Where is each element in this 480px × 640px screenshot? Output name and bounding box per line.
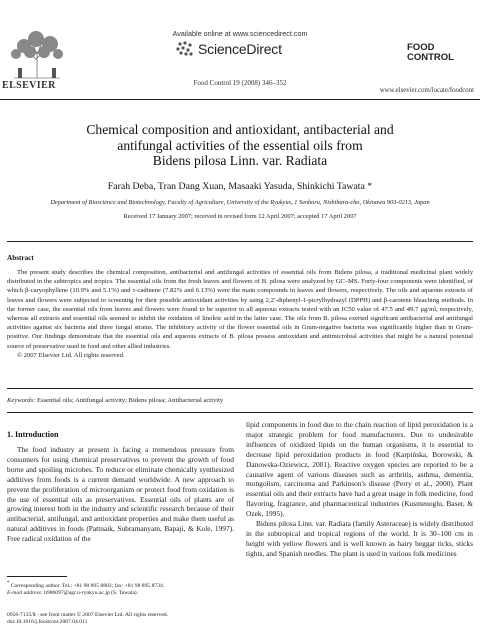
journal-url[interactable]: www.elsevier.com/locate/foodcont <box>379 87 474 94</box>
sciencedirect-logo <box>174 38 306 62</box>
keywords-line <box>7 397 473 404</box>
keywords-rule <box>7 412 473 413</box>
email-address[interactable]: b986097@agr.u-ryukyu.ac.jp (S. Tawata). <box>44 590 139 597</box>
header-rule <box>0 99 480 100</box>
title-line-2: antifungal activities of the essential oils from <box>117 137 363 153</box>
doi-line[interactable]: doi:10.1016/j.foodcont.2007.04.011 <box>7 619 88 626</box>
abstract-body <box>7 268 473 360</box>
received-dates: Received 17 January 2007; received in revised form 12 April 2007; accepted 17 April 2007 <box>123 213 357 220</box>
sciencedirect-brand: ScienceDirect <box>198 41 282 57</box>
journal-name-line2: CONTROL <box>407 52 454 63</box>
body-column-left <box>7 445 234 544</box>
journal-name-line1: FOOD <box>407 42 435 53</box>
intro-paragraph-2: lipid components in food due to the chain reaction of lipid peroxidation is a major strategic problem for food manufacturers. Due to undesirable influences of oxidized lipids on the human organisms, it is essential to decrease lipid peroxidation products in food (Karpińska, Borowski, & Danowska-Oziewicz, 2001). Reactive oxygen species are reported to be a causative agent of various diseases such as arthritis, asthma, dementia, mongolism, carcinoma and Parkinson's disease (Perry et al., 2000). Plant essential oils and their extracts have had a great usage in folk medicine, food flavoring, fragrance, and pharmaceutical industries (Kusmenoglu, Baser, & Ozek, 1995). <box>246 420 473 519</box>
footnote-rule <box>7 576 67 577</box>
keywords-values: Essential oils; Antifungal activity; Bidens pilosa; Antibacterial activity <box>36 397 224 404</box>
title-line-1: Chemical composition and antioxidant, antibacterial and <box>86 122 394 137</box>
email-label: E-mail address: <box>7 590 43 597</box>
issn-line: 0956-7135/$ - see front matter © 2007 Elsevier Ltd. All rights reserved. <box>7 612 168 618</box>
keywords-label: Keywords: <box>7 397 36 404</box>
available-online-text: Available online at www.sciencedirect.com <box>172 29 308 38</box>
abstract-copyright: © 2007 Elsevier Ltd. All rights reserved. <box>17 351 125 359</box>
abstract-text: The present study describes the chemical composition, antibacterial and antifungal activities of essential oils from Bidens pilosa, a traditional medicinal plant widely distributed in the subtropics and tropics. The essential oils from the fresh leaves and flowers of B. pilosa were analyzed by GC–MS. Forty-four components were identified, of which β-caryophyllene (10.9% and 5.1%) and τ-cadinene (7.82% and 6.13%) were the main compounds in leaves and flowers, respectively. The oils and aqueous extracts of leaves and flowers were subjected to screening for their possible antioxidant activities by using 2,2′-diphenyl-1-picrylhydrazyl (DPPH) and β-carotene bleaching methods. In the former case, the essential oils from leaves and flowers were found to be superior to all aqueous extracts tested with an IC50 value of 47.5 and 49.7 μg/ml, respectively, whereas all extracts and essential oils seemed to inhibit the oxidation of linoleic acid in the latter case. The oils from B. pilosa exerted significant antibacterial and antifungal activities against six bacteria and three fungal strains. The inhibitory activity of the flower essential oils in Gram-negative bacteria was significantly higher than in Gram-positive. Our findings demonstrate that the essential oils and aqueous extracts of B. pilosa possess antioxidant and antimicrobial activities that might be a natural potential source of preservative used in food and other allied industries. <box>7 269 473 350</box>
abstract-top-rule <box>7 241 473 242</box>
abstract-bottom-rule <box>7 388 473 389</box>
affiliation: Department of Bioscience and Biotechnology, Faculty of Agriculture, University of the Ryukyus, 1 Senbaru, Nishihara-cho, Okinawa 903-0213, Japan <box>50 199 430 206</box>
author-list: Farah Deba, Tran Dang Xuan, Masaaki Yasuda, Shinkichi Tawata * <box>107 181 373 192</box>
footnote-marker: * <box>7 581 10 586</box>
corresponding-author-footnote <box>7 580 234 597</box>
title-line-3: Bidens pilosa Linn. var. Radiata <box>152 153 328 168</box>
footnote-text: Corresponding author. Tel.: +81 98 895 8803; fax: +81 98 895 8734. <box>10 582 165 589</box>
article-title <box>40 122 440 169</box>
body-column-right <box>246 420 473 559</box>
section-heading-introduction: 1. Introduction <box>7 430 59 439</box>
publisher-name: ELSEVIER <box>2 80 56 91</box>
journal-citation: Food Control 19 (2008) 346–352 <box>193 79 287 87</box>
journal-logo <box>407 43 469 63</box>
intro-paragraph-3: Bidens pilosa Linn. var. Radiata (family Asteraceae) is widely distributed in the subtropical and tropical regions of the world. It is 30–100 cm in height with yellow flowers and is well known as hairy beggar ticks, sticks tights, and Spanish needles. The plant is used in various folk medicines <box>246 519 473 558</box>
front-matter <box>7 612 234 626</box>
abstract-heading: Abstract <box>7 254 34 262</box>
intro-paragraph-1: The food industry at present is facing a tremendous pressure from consumers for using chemical preservatives to prevent the growth of food borne and spoiling microbes. To reduce or eliminate chemically synthesized additives from foods is a current demand worldwide. A new approach to prevent the proliferation of microorganism or protect food from oxidation is the use of essential oils as preservatives. Essential oils of plants are of growing interest both in the industry and scientific research because of their antibacterial, antifungal, and antioxidant properties and make them useful as natural additives in foods (Pattnaik, Subramanyam, Bapaji, & Kole, 1997). Free radical oxidation of the <box>7 445 234 544</box>
